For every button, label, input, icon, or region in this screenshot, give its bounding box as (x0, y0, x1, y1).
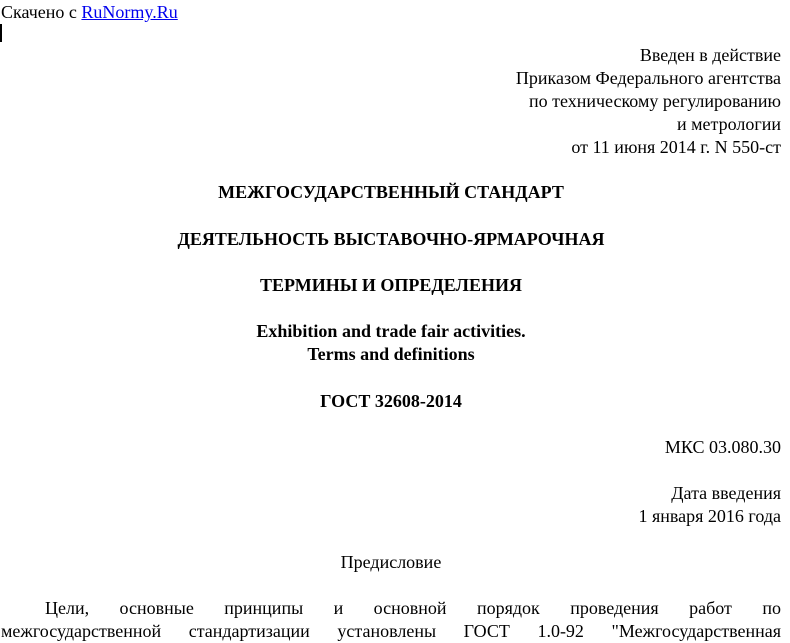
standard-type-heading: МЕЖГОСУДАРСТВЕННЫЙ СТАНДАРТ (218, 182, 564, 202)
foreword-title: Предисловие (340, 552, 442, 572)
enactment-block (516, 44, 781, 159)
introduction-date-value: 1 января 2016 года (638, 506, 781, 526)
enactment-line-3: по техническому регулированию (528, 91, 781, 111)
standard-title-heading: ДЕЯТЕЛЬНОСТЬ ВЫСТАВОЧНО-ЯРМАРОЧНАЯ (177, 229, 605, 249)
english-title-line-2: Terms and definitions (307, 344, 475, 364)
standard-subtitle-heading: ТЕРМИНЫ И ОПРЕДЕЛЕНИЯ (260, 275, 522, 295)
mks-code: МКС 03.080.30 (664, 437, 781, 457)
standard-code: ГОСТ 32608-2014 (320, 391, 462, 411)
introduction-date-label: Дата введения (671, 483, 781, 503)
introduction-date-block (638, 482, 781, 528)
source-link[interactable]: RuNormy.Ru (81, 2, 178, 22)
text-cursor (0, 24, 2, 42)
foreword-paragraph (1, 597, 781, 643)
foreword-paragraph-line-2: межгосударственной стандартизации установлены ГОСТ 1.0-92 "Межгосударственная (1, 621, 781, 641)
enactment-line-5: от 11 июня 2014 г. N 550-ст (571, 137, 781, 157)
source-prefix: Скачено с (1, 2, 82, 22)
enactment-line-2: Приказом Федерального агентства (515, 68, 781, 88)
foreword-paragraph-line-1: Цели, основные принципы и основной порядок проведения работ по (45, 598, 781, 618)
enactment-line-4: и метрологии (677, 114, 781, 134)
source-line (1, 1, 178, 23)
english-title-line-1: Exhibition and trade fair activities. (256, 321, 526, 341)
enactment-line-1: Введен в действие (639, 45, 781, 65)
